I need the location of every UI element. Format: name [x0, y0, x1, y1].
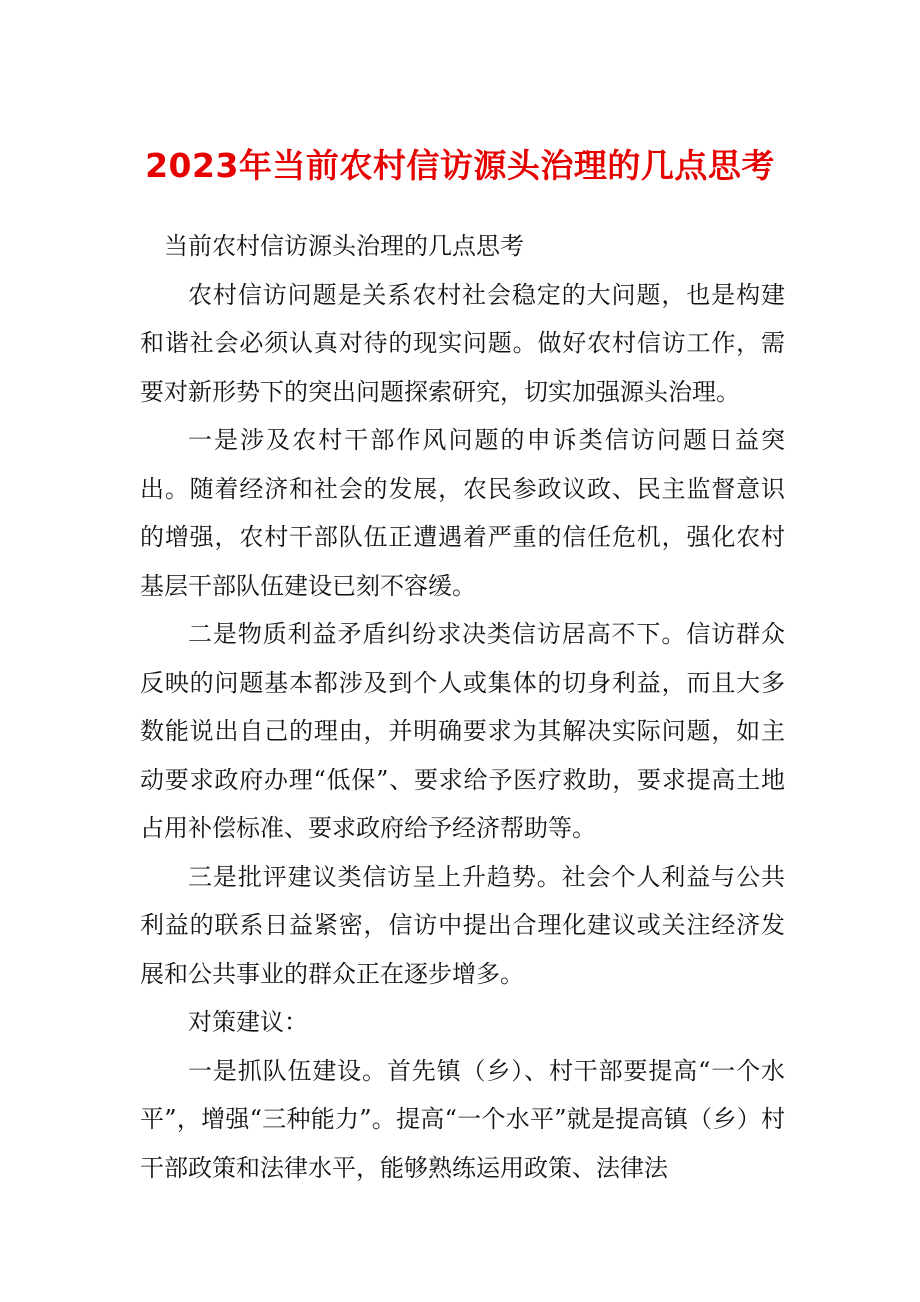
paragraph-point-three: 三是批评建议类信访呈上升趋势。社会个人利益与公共利益的联系日益紧密，信访中提出合理化建议或关注经济发展和公共事业的群众正在逐步增多。 — [140, 862, 785, 988]
document-subtitle: 当前农村信访源头治理的几点思考 — [164, 232, 524, 260]
document-title: 2023年当前农村信访源头治理的几点思考 — [145, 146, 775, 185]
document-body — [140, 222, 785, 1192]
paragraph-point-one: 一是涉及农村干部作风问题的申诉类信访问题日益突出。随着经济和社会的发展，农民参政议政、民主监督意识的增强，农村干部队伍正遭遇着严重的信任危机，强化农村基层干部队伍建设已刻不容缓。 — [140, 426, 785, 600]
paragraph-point-two: 二是物质利益矛盾纠纷求决类信访居高不下。信访群众反映的问题基本都涉及到个人或集体的切身利益，而且大多数能说出自己的理由，并明确要求为其解决实际问题，如主动要求政府办理“低保”、要求给予医疗救助，要求提高土地占用补偿标准、要求政府给予经济帮助等。 — [140, 620, 785, 842]
paragraph-suggestions-heading: 对策建议： — [188, 1008, 308, 1036]
paragraph-intro: 农村信访问题是关系农村社会稳定的大问题，也是构建和谐社会必须认真对待的现实问题。做好农村信访工作，需要对新形势下的突出问题探索研究，切实加强源头治理。 — [140, 280, 785, 406]
paragraph-suggestion-one: 一是抓队伍建设。首先镇（乡）、村干部要提高“一个水平”，增强“三种能力”。提高“一个水平”就是提高镇（乡）村干部政策和法律水平，能够熟练运用政策、法律法 — [140, 1056, 785, 1182]
